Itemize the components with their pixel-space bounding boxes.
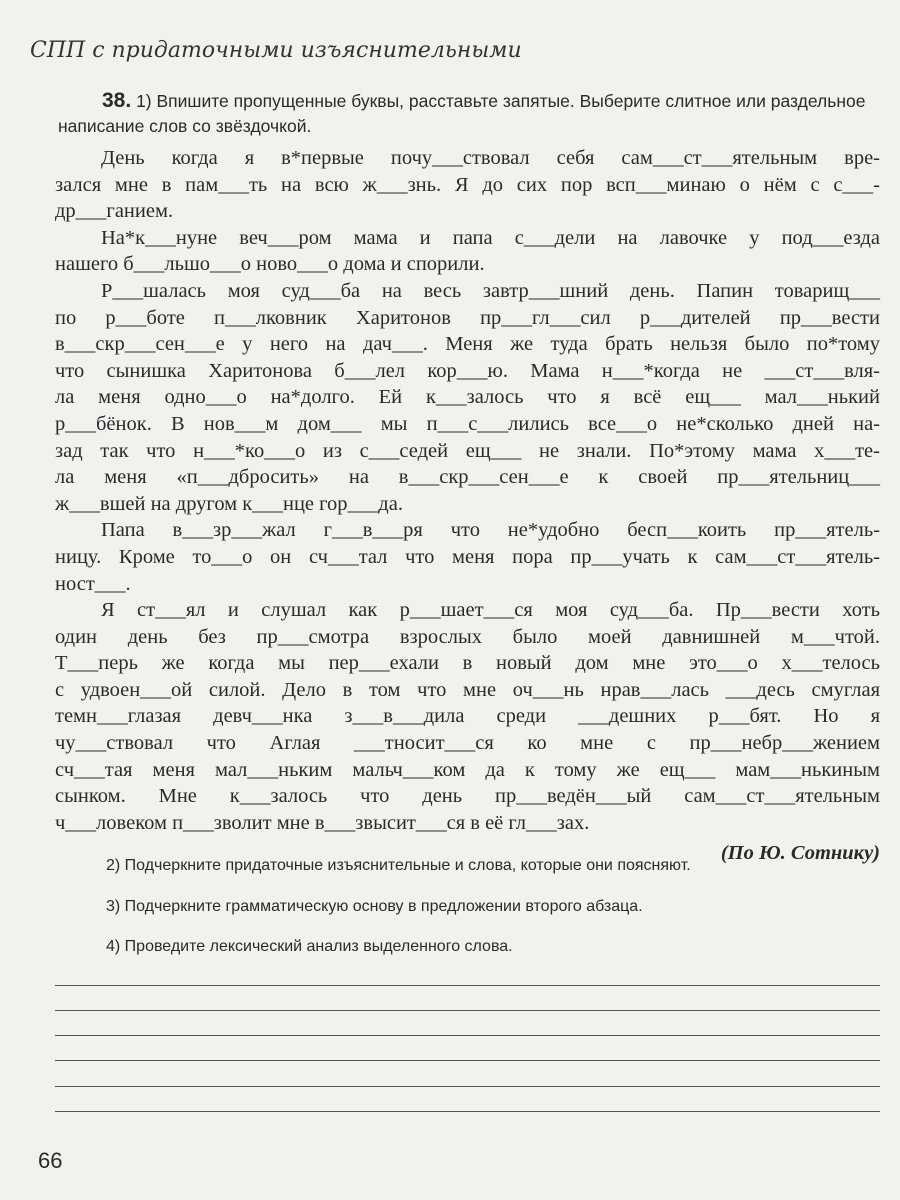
question-2: 2) Подчеркните придаточные изъяснительные и слова, которые они поясняют. [106, 857, 691, 874]
text-line: что сынишка Харитонова б___лел кор___ю. Мама н___*когда не ___ст___вля- [55, 359, 880, 382]
text-line: ницу. Кроме то___о он сч___тал что меня пора пр___учать к сам___ст___ятель- [55, 545, 880, 568]
text-line: сынком. Мне к___залось что день пр___ведён___ый сам___ст___ятельным [55, 785, 880, 808]
text-line: др___ганием. [55, 200, 174, 223]
text-line: сч___тая меня мал___ньким мальч___ком да к тому же ещ___ мам___нькиным [55, 758, 880, 781]
text-line: чу___ствовал что Аглая ___тносит___ся ко мне с пр___небр___жением [55, 732, 880, 755]
exercise-text [55, 145, 880, 867]
text-line: один день без пр___смотра взрослых было моей давнишней м___чтой. [55, 625, 880, 648]
answer-line[interactable] [55, 1035, 880, 1036]
text-line: нашего б___льшо___о ново___о дома и спорили. [55, 253, 485, 276]
text-line: р___бёнок. В нов___м дом___ мы п___с___лились все___о не*сколько дней на- [55, 412, 880, 435]
text-line: по р___боте п___лковник Харитонов пр___гл___сил р___дителей пр___вести [55, 306, 880, 329]
text-line: Т___перь же когда мы пер___ехали в новый дом мне это___о х___телось [55, 652, 880, 675]
task-instruction [58, 88, 878, 139]
text-line: ж___вшей на другом к___нце гор___да. [55, 492, 403, 515]
question-3: 3) Подчеркните грамматическую основу в предложении второго абзаца. [106, 898, 643, 915]
answer-line[interactable] [55, 1010, 880, 1011]
task-text: 1) Впишите пропущенные буквы, расставьте запятые. Выберите слитное или раздельное написание слов со звёздочкой. [58, 91, 866, 136]
text-line: ч___ловеком п___зволит мне в___звысит___ся в её гл___зах. [55, 811, 590, 834]
text-line: с удвоен___ой силой. Дело в том что мне оч___нь нрав___лась ___десь смуглая [55, 678, 880, 701]
answer-line[interactable] [55, 985, 880, 986]
paragraph [55, 278, 880, 517]
paragraph [55, 517, 880, 597]
text-line: в___скр___сен___е у него на дач___. Меня же туда брать нельзя было по*тому [55, 333, 880, 356]
text-line: ла меня «п___дбросить» на в___скр___сен___е к своей пр___ятельниц___ [55, 466, 880, 489]
paragraph [55, 145, 880, 225]
section-title: СПП с придаточными изъяснительными [30, 38, 522, 63]
question-4: 4) Проведите лексический анализ выделенного слова. [106, 938, 513, 955]
text-line: Р___шалась моя суд___ба на весь завтр___шний день. Папин товарищ___ [101, 279, 880, 302]
text-line: ла меня одно___о на*долго. Ей к___залось что я всё ещ___ мал___нький [55, 386, 880, 409]
source-attribution: (По Ю. Сотнику) [720, 842, 880, 865]
answer-line[interactable] [55, 1086, 880, 1087]
answer-line[interactable] [55, 1060, 880, 1061]
answer-line[interactable] [55, 1111, 880, 1112]
text-line: ност___. [55, 572, 131, 595]
text-line: темн___глазая девч___нка з___в___дила среди ___дешних р___бят. Но я [55, 705, 880, 728]
text-line: Папа в___зр___жал г___в___ря что не*удобно бесп___коить пр___ятель- [101, 519, 880, 542]
task-number: 38. [102, 89, 132, 112]
text-line: День когда я в*первые почу___ствовал себя сам___ст___ятельным вре- [101, 147, 880, 169]
page-number: 66 [38, 1148, 63, 1173]
text-line: На*к___нуне веч___ром мама и папа с___дели на лавочке у под___езда [101, 226, 880, 249]
text-line: зался мне в пам___ть на всю ж___знь. Я до сих пор всп___минаю о нём с с___- [55, 173, 880, 196]
text-line: Я ст___ял и слушал как р___шает___ся моя суд___ба. Пр___вести хоть [101, 599, 880, 622]
paragraph [55, 225, 880, 278]
text-line: зад так что н___*ко___о из с___седей ещ___ не знали. По*этому мама х___те- [55, 439, 880, 462]
paragraph [55, 597, 880, 836]
